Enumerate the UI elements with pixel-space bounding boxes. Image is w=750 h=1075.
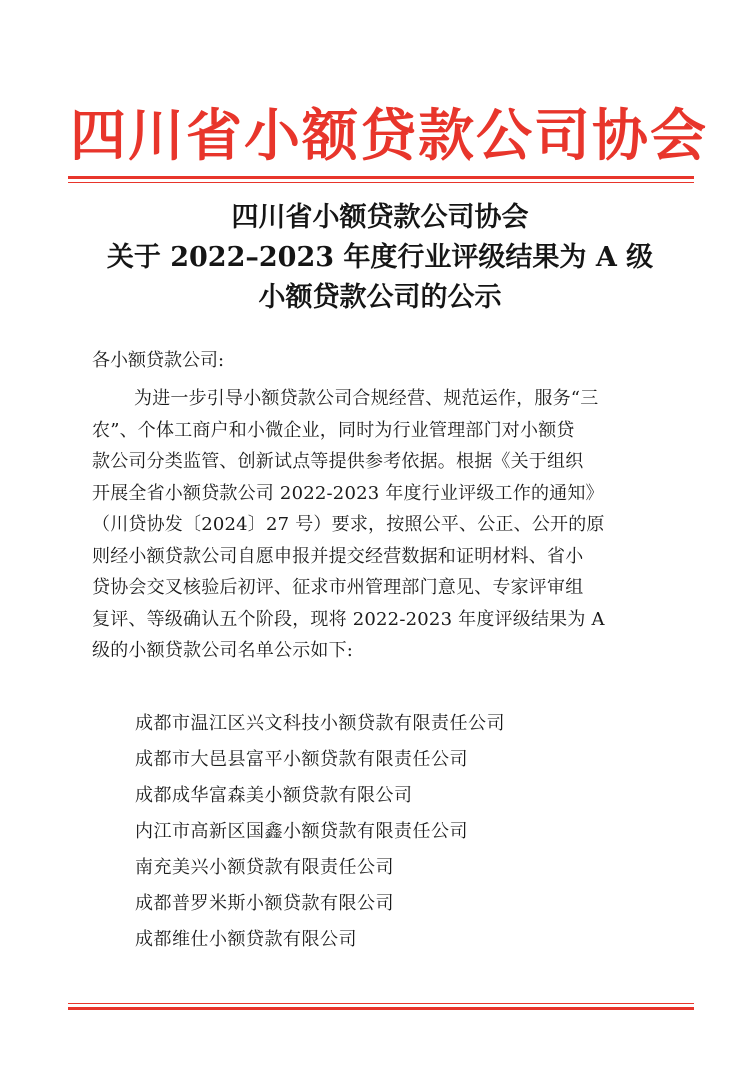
company-list-item: 成都市大邑县富平小额贷款有限责任公司 <box>135 749 468 770</box>
salutation: 各小额贷款公司: <box>92 350 225 371</box>
company-list-item: 南充美兴小额贷款有限责任公司 <box>135 857 394 878</box>
divider-thick-line <box>68 1007 694 1010</box>
divider-thin-line <box>68 182 694 183</box>
company-list-item: 成都维仕小额贷款有限公司 <box>135 929 357 950</box>
company-list-item: 成都普罗米斯小额贷款有限公司 <box>135 893 394 914</box>
notice-title <box>70 198 690 318</box>
notice-title-line: 关于 2022–2023 年度行业评级结果为 A 级 <box>106 242 654 273</box>
body-line: 农”、个体工商户和小微企业，同时为行业管理部门对小额贷 <box>92 419 575 441</box>
notice-title-line: 小额贷款公司的公示 <box>258 282 502 313</box>
body-line: 贷协会交叉核验后初评、征求市州管理部门意见、专家评审组 <box>92 577 584 598</box>
letterhead-title: 四川省小额贷款公司协会 <box>70 103 708 169</box>
body-line: 款公司分类监管、创新试点等提供参考依据。根据《关于组织 <box>92 451 584 472</box>
footer-divider <box>68 1003 694 1010</box>
body-line: 复评、等级确认五个阶段，现将 2022-2023 年度评级结果为 A <box>92 608 605 630</box>
body-line: 级的小额贷款公司名单公示如下: <box>92 640 354 661</box>
body-line: 开展全省小额贷款公司 2022-2023 年度行业评级工作的通知》 <box>92 482 604 504</box>
notice-body <box>92 383 654 667</box>
divider-thick-line <box>68 176 694 179</box>
body-line: 则经小额贷款公司自愿申报并提交经营数据和证明材料、省小 <box>92 545 584 567</box>
divider-thin-line <box>68 1003 694 1004</box>
company-list <box>135 706 505 958</box>
notice-title-line: 四川省小额贷款公司协会 <box>231 202 529 233</box>
company-list-item: 成都成华富森美小额贷款有限公司 <box>135 785 413 806</box>
letterhead-divider <box>68 176 694 183</box>
company-list-item: 内江市高新区国鑫小额贷款有限责任公司 <box>135 821 468 842</box>
body-line: （川贷协发〔2024〕27 号）要求，按照公平、公正、公开的原 <box>92 514 605 535</box>
company-list-item: 成都市温江区兴文科技小额贷款有限责任公司 <box>135 713 505 734</box>
body-line: 为进一步引导小额贷款公司合规经营、规范运作，服务“三 <box>134 388 599 409</box>
